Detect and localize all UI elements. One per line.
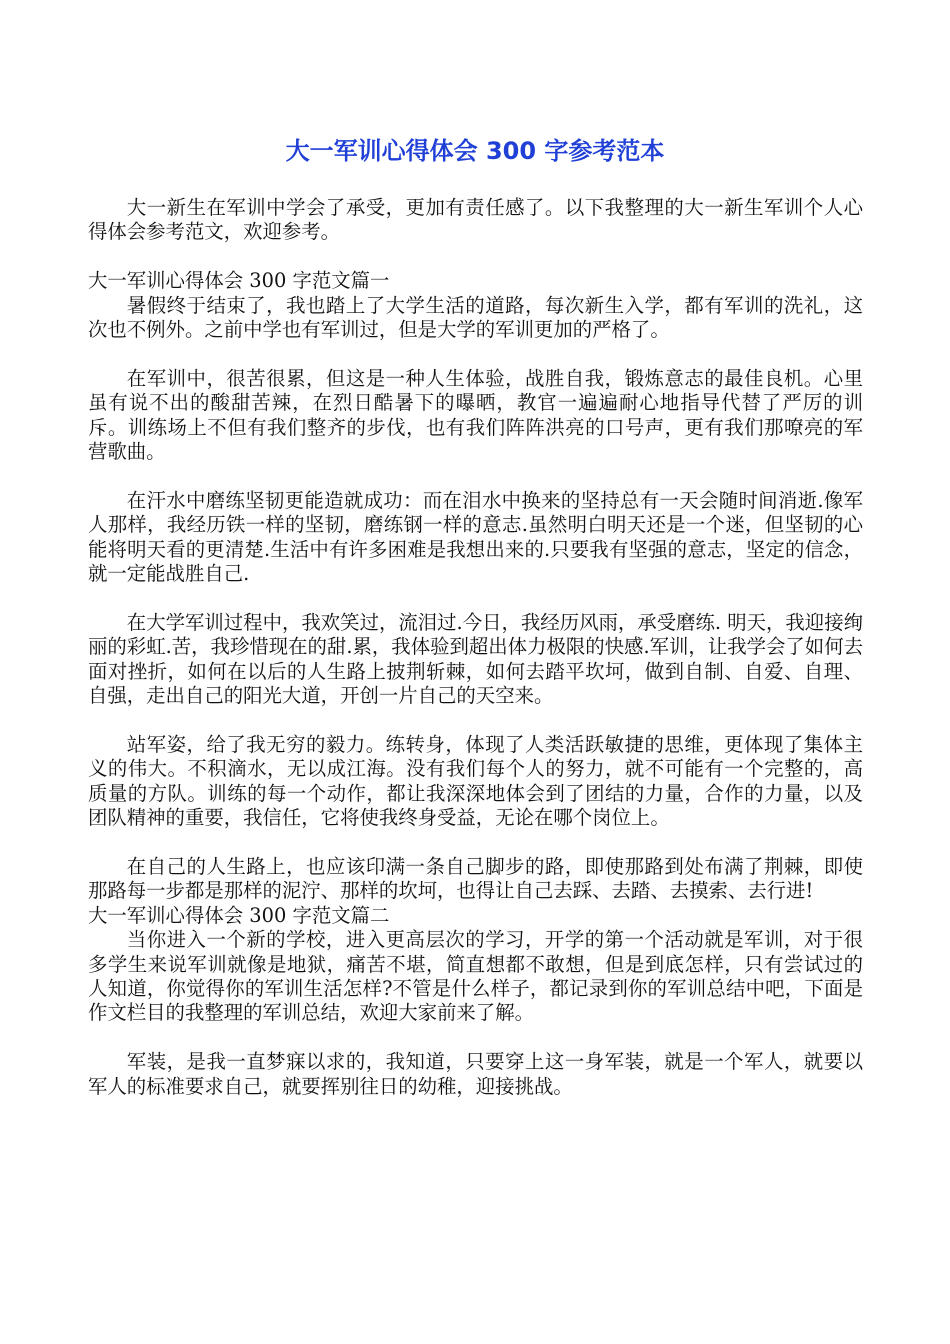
section2-paragraph-2: 军装，是我一直梦寐以求的，我知道，只要穿上这一身军装，就是一个军人，就要以军人的标准要求自己，就要挥别往日的幼稚，迎接挑战。 [88,1050,863,1098]
section-heading-1: 大一军训心得体会 300 字范文篇一 [88,269,390,293]
section1-paragraph-5: 站军姿，给了我无穷的毅力。练转身，体现了人类活跃敏捷的思维，更体现了集体主义的伟大。不积滴水，无以成江海。没有我们每个人的努力，就不可能有一个完整的，高质量的方队。训练的每一个动作，都让我深深地体会到了团结的力量，合作的力量，以及团队精神的重要，我信任，它将使我终身受益，无论在哪个岗位上。 [88,732,863,830]
document-title: 大一军训心得体会 300 字参考范本 [285,137,665,165]
spacer [88,342,863,366]
spacer [88,708,863,732]
section1-paragraph-1: 暑假终于结束了，我也踏上了大学生活的道路，每次新生入学，都有军训的洗礼，这次也不例外。之前中学也有军训过，但是大学的军训更加的严格了。 [88,293,863,342]
intro-paragraph: 大一新生在军训中学会了承受，更加有责任感了。以下我整理的大一新生军训个人心得体会参考范文，欢迎参考。 [88,196,863,244]
spacer [88,245,863,269]
document-body [88,196,863,1099]
section2-paragraph-1: 当你进入一个新的学校，进入更高层次的学习，开学的第一个活动就是军训，对于很多学生来说军训就像是地狱，痛苦不堪，简直想都不敢想，但是到底怎样，只有尝试过的人知道，你觉得你的军训生活怎样?不管是什么样子，都记录到你的军训总结中吧，下面是作文栏目的我整理的军训总结，欢迎大家前来了解。 [88,928,863,1025]
section1-paragraph-2: 在军训中，很苦很累，但这是一种人生体验，战胜自我，锻炼意志的最佳良机。心里虽有说不出的酸甜苦辣，在烈日酷暑下的曝晒，教官一遍遍耐心地指导代替了严厉的训斥。训练场上不但有我们整齐的步伐，也有我们阵阵洪亮的口号声，更有我们那嘹亮的军营歌曲。 [88,366,863,464]
section1-paragraph-4: 在大学军训过程中，我欢笑过，流泪过.今日，我经历风雨，承受磨练. 明天，我迎接绚丽的彩虹.苦，我珍惜现在的甜.累，我体验到超出体力极限的快感.军训，让我学会了如何去面对挫折，如何在以后的人生路上披荆斩棘，如何去踏平坎坷，做到自制、自爱、自理、自强，走出自己的阳光大道，开创一片自己的天空来。 [88,610,863,708]
section1-paragraph-3: 在汗水中磨练坚韧更能造就成功：而在泪水中换来的坚持总有一天会随时间消逝.像军人那样，我经历铁一样的坚韧，磨练钢一样的意志.虽然明白明天还是一个迷，但坚韧的心能将明天看的更清楚.生活中有许多困难是我想出来的.只要我有坚强的意志，坚定的信念，就一定能战胜自己. [88,488,863,586]
section1-paragraph-6: 在自己的人生路上，也应该印满一条自己脚步的路，即使那路到处布满了荆棘，即使那路每一步都是那样的泥泞、那样的坎坷，也得让自己去踩、去踏、去摸索、去行进! [88,854,863,903]
spacer [88,830,863,854]
section-heading-2: 大一军训心得体会 300 字范文篇二 [88,903,390,927]
spacer [88,586,863,610]
spacer [88,464,863,488]
spacer [88,1026,863,1050]
